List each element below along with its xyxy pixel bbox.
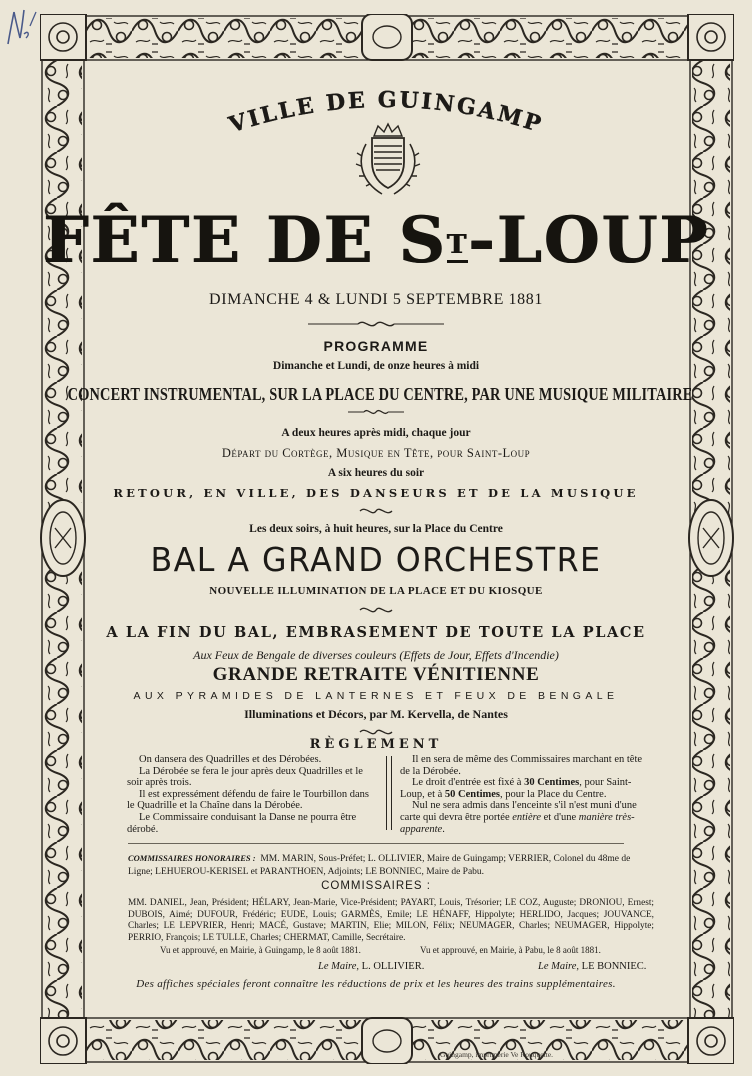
feux-line: Aux Feux de Bengale de diverses couleurs (Effets de Jour, Effets d'Incendie) (193, 648, 559, 662)
embrasement-line: A LA FIN DU BAL, EMBRASEMENT DE TOUTE LA PLACE (106, 624, 646, 641)
cortege-line: Départ du Cortège, Musique en Tête, pour Saint-Loup (221, 446, 531, 460)
rule-item-entry-fee: Le droit d'entrée est fixé à 30 Centimes, pour Saint-Loup, et à 50 Centimes, pour la Place du Centre. (400, 777, 632, 800)
small-ornament (356, 505, 396, 517)
concert-line: CONCERT INSTRUMENTAL, SUR LA PLACE DU CENTRE, PAR UNE MUSIQUE MILITAIRE (67, 384, 693, 404)
rule-item: Il en sera de même des Commissaires marchant en tête de la Dérobée. (400, 754, 643, 777)
ornamental-rule (306, 318, 446, 330)
decors-line: Illuminations et Décors, par M. Kervella, de Nantes (244, 707, 508, 721)
nights-line: Les deux soirs, à huit heures, sur la Place du Centre (249, 523, 503, 535)
handwritten-mark (2, 4, 38, 64)
small-ornament (356, 604, 396, 616)
affiches-note: Des affiches spéciales feront connaître les réductions de prix et les heures des trains supplémentaires. (136, 978, 616, 990)
approval-pabu: Vu et approuvé, en Mairie, à Pabu, le 8 août 1881. (420, 945, 601, 955)
rule-item: La Dérobée se fera le jour après deux Quadrilles et le soir après trois. (127, 765, 363, 789)
concert-time: Dimanche et Lundi, de onze heures à midi (272, 360, 480, 372)
main-title (0, 204, 752, 278)
signature-guingamp: Le Maire, L. OLLIVIER. (318, 961, 425, 972)
rule-item: Il est expressément défendu de faire le Tourbillon dans le Quadrille et la Chaîne dans la Dérobée. (127, 788, 369, 812)
town-title: VILLE DE GUINGAMP (225, 86, 547, 139)
afternoon-time: A deux heures après midi, chaque jour (281, 427, 471, 439)
pyramides-line: AUX PYRAMIDES DE LANTERNES ET FEUX DE BENGALE (133, 690, 619, 702)
commissioners-heading: COMMISSAIRES : (321, 880, 431, 892)
evening-time: A six heures du soir (327, 467, 425, 479)
main-title-pre: FÊTE DE S (42, 203, 447, 278)
main-title-superscript: T (447, 230, 468, 263)
retraite-heading: GRANDE RETRAITE VÉNITIENNE (212, 664, 540, 685)
honorary-commissioners (128, 852, 656, 879)
printer-credit: Guingamp, imprimerie Ve Rouquette. (440, 1050, 553, 1059)
rule-item: On dansera des Quadrilles et des Dérobées. (139, 754, 322, 765)
approval-guingamp: Vu et approuvé, en Mairie, à Guingamp, le 8 août 1881. (160, 945, 361, 955)
honorary-label: COMMISSAIRES HONORAIRES : (128, 853, 256, 863)
illumination-line: NOUVELLE ILLUMINATION DE LA PLACE ET DU KIOSQUE (209, 585, 543, 597)
rules-left-column (127, 754, 377, 835)
rules-right-column (400, 754, 650, 835)
column-divider (386, 756, 392, 830)
reglement-heading: RÈGLEMENT (309, 737, 443, 752)
price-saint-loup: 30 Centimes (524, 777, 580, 789)
honorary-text: MM. MARIN, Sous-Préfet; L. OLLIVIER, Maire de Guingamp; VERRIER, Colonel du 48me de Ligne; LEHUEROU-KERISEL et PARANTHOEN, Adjoints; LE BONNIEC, Maire de Pabu. (128, 854, 631, 877)
rule-item: Le Commissaire conduisant la Danse ne pourra être dérobé. (127, 811, 357, 835)
small-ornament (346, 406, 406, 418)
coat-of-arms-icon (352, 122, 424, 200)
rule-item-admission: Nul ne sera admis dans l'enceinte s'il n'est muni d'une carte qui devra être portée entière et d'une manière très-apparente. (400, 800, 637, 835)
event-dates: DIMANCHE 4 & LUNDI 5 SEPTEMBRE 1881 (209, 291, 543, 308)
price-place-centre: 50 Centimes (444, 788, 501, 800)
programme-heading: PROGRAMME (323, 338, 429, 354)
retour-line: RETOUR, EN VILLE, DES DANSEURS ET DE LA MUSIQUE (113, 486, 639, 500)
bal-heading: BAL A GRAND ORCHESTRE (150, 540, 602, 579)
commissioners-list: MM. DANIEL, Jean, Président; HÉLARY, Jean-Marie, Vice-Président; PAYART, Louis, Trésorier; LE COZ, Auguste; DRONIOU, Ernest; DUBOIS, Aimé; DUFOUR, Frédéric; EUDE, Louis; GARMÈS, Emile; LE HÉNAFF, Hippolyte; HERLIDO, Jacques; JOUVANCE, Charles; LE LEPVRIER, Henri; MACÉ, Gustave; MARTIN, Elie; MILON, Félix; NEUMAGER, Charles; NEUMAGER, Hippolyte; PERRIO, François; LE TULLE, Charles; CHERMAT, Camille, Secrétaire. (128, 898, 654, 943)
main-title-post: -LOUP (467, 203, 710, 278)
divider-rule (128, 843, 624, 844)
signature-pabu: Le Maire, LE BONNIEC. (538, 961, 647, 972)
